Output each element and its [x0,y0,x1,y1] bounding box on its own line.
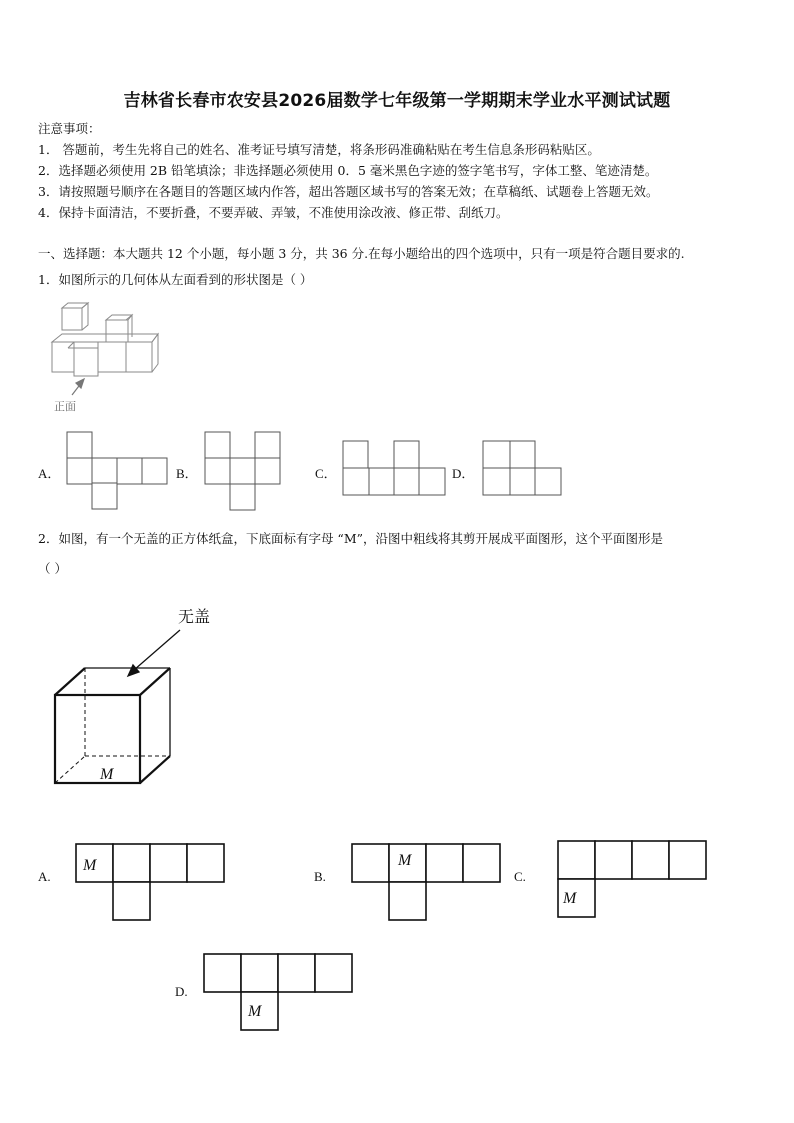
net-letter: M [563,890,577,907]
net-letter: M [398,852,412,869]
q1-option-d-label[interactable]: D． [452,466,475,481]
notice-heading: 注意事项： [38,121,101,136]
cube-bottom-letter: M [100,766,114,783]
page-title: 吉林省长春市农安县2026届数学七年级第一学期期末学业水平测试试题 [123,91,671,111]
question-1-stem: 1．如图所示的几何体从左面看到的形状图是（ ） [38,272,313,287]
q2-option-a-net[interactable] [75,843,227,923]
q2-option-b-net[interactable] [351,843,503,923]
q1-option-a-label[interactable]: A． [38,466,61,481]
q2-option-b-label[interactable]: B. [314,869,326,884]
q1-option-c-label[interactable]: C． [315,466,337,481]
notice-item-4: 4．保持卡面清洁，不要折叠，不要弄破、弄皱，不准使用涂改液、修正带、刮纸刀。 [38,205,509,220]
front-label: 正面 [54,400,76,413]
net-letter: M [83,857,97,874]
net-letter: M [248,1003,262,1020]
q1-option-b-figure[interactable] [204,431,284,515]
question-2-stem: 2．如图，有一个无盖的正方体纸盒，下底面标有字母 “M”，沿图中粗线将其剪开展成平面图形，这个平面图形是 [38,531,664,546]
q1-option-a-figure[interactable] [65,431,169,487]
q1-solid-figure [48,300,168,415]
notice-item-3: 3．请按照题号顺序在各题目的答题区域内作答，超出答题区域书写的答案无效；在草稿纸、试题卷上答题无效。 [38,184,659,199]
lid-label: 无盖 [178,607,211,626]
q1-option-a-figure-bottom [92,483,119,511]
q2-option-a-label[interactable]: A. [38,869,51,884]
q2-option-c-label[interactable]: C. [514,869,526,884]
q2-option-c-net[interactable] [557,840,709,920]
q1-option-b-label[interactable]: B． [176,466,198,481]
notice-item-1: 1． 答题前，考生先将自己的姓名、准考证号填写清楚，将条形码准确粘贴在考生信息条形码粘贴区。 [38,142,600,157]
q2-option-d-net[interactable] [203,953,355,1033]
q2-option-d-label[interactable]: D. [175,984,188,999]
question-2-paren: （ ） [38,561,67,576]
q2-cube-figure [50,625,180,790]
notice-item-2: 2．选择题必须使用 2B 铅笔填涂；非选择题必须使用 0．5 毫米黑色字迹的签字笔书写，字体工整、笔迹清楚。 [38,163,658,178]
q1-option-c-figure[interactable] [342,440,448,498]
q1-option-d-figure[interactable] [482,440,564,498]
section-heading: 一、选择题：本大题共 12 个小题，每小题 3 分，共 36 分.在每小题给出的四个选项中，只有一项是符合题目要求的. [38,246,685,261]
